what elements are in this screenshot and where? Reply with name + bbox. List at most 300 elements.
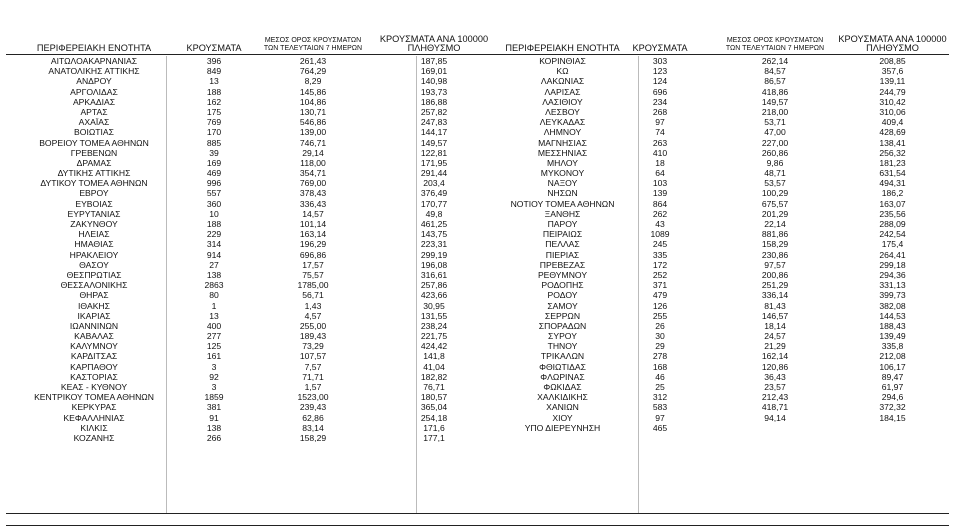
per100k-cell: 139,11 [879, 76, 906, 87]
per100k-cell: 170,77 [420, 198, 448, 209]
table-row [490, 341, 949, 351]
region-cell: ΝΟΤΙΟΥ ΤΟΜΕΑ ΑΘΗΝΩΝ [510, 198, 615, 209]
avg7-cell: 1785,00 [297, 280, 329, 291]
region-cell: ΗΛΕΙΑΣ [78, 229, 110, 240]
table-row [6, 229, 490, 239]
cases-cell: 914 [206, 249, 222, 260]
header-cases: ΚΡΟΥΣΜΑΤΑ [632, 43, 688, 53]
region-cell: ΞΑΝΘΗΣ [544, 208, 581, 219]
cases-cell: 557 [206, 188, 222, 199]
region-cell: ΘΑΣΟΥ [79, 259, 109, 270]
table-row [6, 331, 490, 341]
header-avg7-line1: ΜΕΣΟΣ ΟΡΟΣ ΚΡΟΥΣΜΑΤΩΝ [726, 37, 824, 44]
avg7-cell: 83,14 [302, 422, 324, 433]
region-cell: ΜΑΓΝΗΣΙΑΣ [538, 137, 587, 148]
cases-cell: 864 [652, 198, 668, 209]
cases-cell: 252 [652, 269, 668, 280]
region-cell: ΚΕΝΤΡΙΚΟΥ ΤΟΜΕΑ ΑΘΗΝΩΝ [34, 392, 154, 403]
avg7-cell: 1,43 [304, 300, 322, 311]
cases-cell: 80 [209, 290, 219, 301]
cases-cell: 479 [652, 290, 668, 301]
cases-cell: 312 [652, 392, 668, 403]
region-cell: ΛΕΣΒΟΥ [545, 106, 580, 117]
avg7-cell: 21,29 [764, 341, 786, 352]
table-row [490, 87, 949, 97]
column-divider [416, 56, 417, 514]
per100k-cell: 163,07 [879, 198, 906, 209]
region-cell: ΠΙΕΡΙΑΣ [545, 249, 580, 260]
region-cell: ΕΥΒΟΙΑΣ [75, 198, 113, 209]
per100k-cell: 254,18 [420, 412, 448, 423]
avg7-cell: 97,57 [764, 259, 786, 270]
cases-cell: 103 [652, 178, 668, 189]
per100k-cell: 41,04 [423, 361, 445, 372]
table-row [490, 301, 949, 311]
cases-cell: 168 [652, 361, 668, 372]
region-cell: ΑΧΑΪΑΣ [78, 117, 110, 128]
table-row [490, 250, 949, 260]
per100k-cell: 335,8 [881, 341, 904, 352]
avg7-cell: 36,43 [764, 371, 786, 382]
region-cell: ΚΑΣΤΟΡΙΑΣ [70, 371, 118, 382]
left-header-rule [6, 54, 490, 55]
per100k-cell: 186,2 [881, 188, 904, 199]
region-cell: ΣΠΟΡΑΔΩΝ [538, 320, 587, 331]
region-cell: ΑΡΤΑΣ [80, 106, 108, 117]
per100k-cell: 365,04 [420, 402, 448, 413]
avg7-cell: 8,29 [304, 76, 322, 87]
avg7-cell: 14,57 [302, 208, 324, 219]
per100k-cell: 288,09 [879, 219, 906, 229]
per100k-cell: 494,31 [879, 178, 906, 189]
cases-cell: 169 [206, 157, 222, 168]
per100k-cell: 49,8 [425, 208, 443, 219]
avg7-cell: 261,43 [299, 56, 327, 66]
table-row [6, 56, 490, 66]
region-cell: ΣΑΜΟΥ [547, 300, 578, 311]
avg7-cell: 7,57 [304, 361, 322, 372]
avg7-cell: 546,86 [299, 117, 327, 128]
table-row [6, 188, 490, 198]
per100k-cell: 257,86 [420, 280, 448, 291]
avg7-cell: 158,29 [299, 432, 327, 443]
cases-cell: 371 [652, 280, 668, 291]
avg7-cell: 29,14 [302, 147, 324, 158]
region-cell: ΛΗΜΝΟΥ [543, 127, 582, 138]
avg7-cell: 53,57 [764, 178, 786, 189]
avg7-cell: 336,43 [299, 198, 327, 209]
right-header-rule [490, 54, 949, 55]
avg7-cell: 201,29 [761, 208, 789, 219]
region-cell: ΙΩΑΝΝΙΝΩΝ [69, 320, 119, 331]
header-avg7 [248, 37, 378, 53]
per100k-cell: 184,15 [879, 412, 906, 423]
region-cell: ΠΡΕΒΕΖΑΣ [539, 259, 586, 270]
table-row [490, 209, 949, 219]
region-cell: ΦΘΙΩΤΙΔΑΣ [539, 361, 586, 372]
per100k-cell: 382,08 [879, 300, 906, 311]
avg7-cell: 120,86 [761, 361, 789, 372]
region-cell: ΑΝΔΡΟΥ [76, 76, 112, 87]
per100k-cell: 193,73 [420, 86, 448, 97]
per100k-cell: 461,25 [420, 219, 448, 229]
per100k-cell: 223,31 [420, 239, 448, 250]
table-row [6, 219, 490, 229]
avg7-cell: 84,57 [764, 66, 786, 77]
region-cell: ΛΑΣΙΘΙΟΥ [542, 96, 583, 107]
header-avg7 [710, 37, 840, 53]
avg7-cell: 86,57 [764, 76, 786, 87]
table-row [6, 351, 490, 361]
avg7-cell: 118,00 [300, 157, 326, 168]
per100k-cell: 423,66 [420, 290, 448, 301]
avg7-cell: 158,29 [761, 239, 789, 250]
cases-cell: 234 [652, 96, 668, 107]
per100k-cell: 181,23 [879, 157, 906, 168]
per100k-cell: 428,69 [879, 127, 906, 138]
cases-cell: 381 [206, 402, 222, 413]
region-cell: ΓΡΕΒΕΝΩΝ [70, 147, 118, 158]
cases-cell: 27 [209, 259, 219, 270]
region-cell: ΚΩ [556, 66, 569, 77]
cases-cell: 30 [655, 331, 665, 342]
per100k-cell: 182,82 [420, 371, 448, 382]
per100k-cell: 221,75 [420, 331, 448, 342]
header-avg7-line2: ΤΩΝ ΤΕΛΕΥΤΑΙΩΝ 7 ΗΜΕΡΩΝ [263, 45, 363, 52]
per100k-cell: 212,08 [879, 351, 906, 362]
table-row [490, 362, 949, 372]
cases-cell: 469 [206, 168, 222, 179]
table-row [6, 311, 490, 321]
cases-cell: 13 [209, 310, 219, 321]
avg7-cell: 139,00 [299, 127, 327, 138]
cases-cell: 2863 [204, 280, 224, 291]
table-row [490, 219, 949, 229]
per100k-cell: 399,73 [879, 290, 906, 301]
table-row [490, 351, 949, 361]
avg7-cell: 107,57 [299, 351, 327, 362]
per100k-cell: 89,47 [881, 371, 904, 382]
table-row [6, 372, 490, 382]
avg7-cell: 200,86 [761, 269, 789, 280]
header-avg7-line1: ΜΕΣΟΣ ΟΡΟΣ ΚΡΟΥΣΜΑΤΩΝ [264, 37, 362, 44]
cases-cell: 266 [206, 432, 222, 443]
avg7-cell: 1523,00 [297, 392, 329, 403]
table-row [490, 107, 949, 117]
region-cell: ΝΗΣΩΝ [547, 188, 578, 199]
table-row [6, 250, 490, 260]
cases-cell: 92 [209, 371, 219, 382]
avg7-cell: 696,86 [299, 249, 327, 260]
cases-cell: 46 [655, 371, 665, 382]
avg7-cell: 418,86 [761, 86, 789, 97]
cases-cell: 43 [655, 219, 665, 229]
cases-cell: 97 [655, 117, 665, 128]
per100k-cell: 139,49 [879, 331, 906, 342]
per100k-cell: 299,18 [879, 259, 906, 270]
table-row [490, 56, 949, 66]
per100k-cell: 256,32 [879, 147, 906, 158]
cases-cell: 410 [652, 147, 668, 158]
avg7-cell: 23,57 [764, 382, 786, 392]
per100k-cell: 631,54 [879, 168, 906, 179]
cases-cell: 583 [652, 402, 668, 413]
per100k-cell: 177,1 [423, 432, 445, 443]
per100k-cell: 310,06 [879, 106, 906, 117]
table-row [6, 76, 490, 86]
table-row [6, 127, 490, 137]
cases-cell: 696 [652, 86, 668, 97]
avg7-cell: 47,00 [764, 127, 786, 138]
column-divider [166, 56, 167, 514]
table-row [490, 66, 949, 76]
per100k-cell: 357,6 [881, 66, 904, 77]
cases-cell: 1 [211, 300, 217, 311]
avg7-cell: 17,57 [302, 259, 324, 270]
left-header-row [6, 22, 490, 53]
per100k-cell: 122,81 [420, 147, 448, 158]
cases-cell: 125 [206, 341, 222, 352]
cases-cell: 335 [652, 249, 668, 260]
avg7-cell: 189,43 [299, 331, 327, 342]
avg7-cell: 53,71 [764, 117, 786, 128]
cases-cell: 97 [655, 412, 665, 423]
avg7-cell: 218,00 [761, 106, 789, 117]
region-cell: ΗΡΑΚΛΕΙΟΥ [69, 249, 119, 260]
per100k-cell: 144,53 [879, 310, 906, 321]
avg7-cell: 81,43 [764, 300, 786, 311]
header-per100k-line1: ΚΡΟΥΣΜΑΤΑ ΑΝΑ 100000 [379, 34, 489, 44]
cases-cell: 26 [655, 320, 665, 331]
cases-cell: 138 [206, 269, 222, 280]
table-row [6, 301, 490, 311]
table-row [490, 138, 949, 148]
cases-cell: 277 [206, 331, 222, 342]
table-row [6, 178, 490, 188]
region-cell: ΡΟΔΟΠΗΣ [541, 280, 584, 291]
header-per100k-line1: ΚΡΟΥΣΜΑΤΑ ΑΝΑ 100000 [838, 34, 947, 44]
per100k-cell: 138,41 [879, 137, 906, 148]
region-cell: ΑΙΤΩΛΟΑΚΑΡΝΑΝΙΑΣ [50, 56, 138, 66]
region-cell: ΘΕΣΠΡΩΤΙΑΣ [66, 269, 122, 280]
avg7-cell: 104,86 [299, 96, 327, 107]
avg7-cell: 48,71 [764, 168, 786, 179]
region-cell: ΡΕΘΥΜΝΟΥ [537, 269, 588, 280]
table-row [490, 76, 949, 86]
cases-cell: 262 [652, 208, 668, 219]
header-avg7-line2: ΤΩΝ ΤΕΛΕΥΤΑΙΩΝ 7 ΗΜΕΡΩΝ [725, 45, 825, 52]
table-row [6, 107, 490, 117]
region-cell: ΝΑΞΟΥ [547, 178, 578, 189]
cases-cell: 278 [652, 351, 668, 362]
right-rows [490, 56, 949, 433]
table-row [6, 209, 490, 219]
region-cell: ΧΙΟΥ [552, 412, 573, 423]
region-cell: ΒΟΡΕΙΟΥ ΤΟΜΕΑ ΑΘΗΝΩΝ [39, 137, 149, 148]
avg7-cell: 239,43 [299, 402, 327, 413]
avg7-cell: 24,57 [764, 331, 786, 342]
region-cell: ΙΚΑΡΙΑΣ [77, 310, 111, 321]
region-cell: ΠΕΙΡΑΙΩΣ [542, 229, 583, 240]
avg7-cell: 149,57 [761, 96, 789, 107]
cases-cell: 303 [652, 56, 668, 66]
region-cell: ΚΟΡΙΝΘΙΑΣ [539, 56, 586, 66]
table-row [490, 158, 949, 168]
per100k-cell: 106,17 [879, 361, 906, 372]
bottom-rule [6, 513, 949, 514]
right-header-row [490, 22, 949, 53]
cases-cell: 396 [206, 56, 222, 66]
cases-table [6, 0, 949, 528]
cases-cell: 769 [206, 117, 222, 128]
table-row [6, 382, 490, 392]
region-cell: ΕΥΡΥΤΑΝΙΑΣ [67, 208, 121, 219]
cases-cell: 64 [655, 168, 665, 179]
table-row [490, 168, 949, 178]
cases-cell: 3 [211, 382, 217, 392]
table-row [6, 138, 490, 148]
table-row [6, 148, 490, 158]
per100k-cell: 175,4 [881, 239, 904, 250]
region-cell: ΚΑΒΑΛΑΣ [74, 331, 114, 342]
table-row [6, 402, 490, 412]
table-row [6, 362, 490, 372]
region-cell: ΚΟΖΑΝΗΣ [73, 432, 115, 443]
table-row [490, 270, 949, 280]
avg7-cell: 101,14 [299, 219, 327, 229]
cases-cell: 126 [652, 300, 668, 311]
region-cell: ΔΥΤΙΚΟΥ ΤΟΜΕΑ ΑΘΗΝΩΝ [40, 178, 148, 189]
per100k-cell: 30,95 [423, 300, 445, 311]
cases-cell: 123 [652, 66, 668, 77]
region-cell: ΘΕΣΣΑΛΟΝΙΚΗΣ [60, 280, 128, 291]
table-row [490, 372, 949, 382]
per100k-cell: 372,32 [879, 402, 906, 413]
region-cell: ΔΡΑΜΑΣ [76, 157, 112, 168]
table-row [6, 168, 490, 178]
avg7-cell: 336,14 [761, 290, 789, 301]
avg7-cell: 675,57 [761, 198, 789, 209]
column-divider [638, 56, 639, 514]
region-cell: ΦΩΚΙΔΑΣ [543, 382, 582, 392]
per100k-cell: 186,88 [420, 96, 448, 107]
table-row [6, 321, 490, 331]
region-cell: ΔΥΤΙΚΗΣ ΑΤΤΙΚΗΣ [57, 168, 131, 179]
table-row [490, 127, 949, 137]
table-row [6, 423, 490, 433]
region-cell: ΜΕΣΣΗΝΙΑΣ [537, 147, 588, 158]
table-row [490, 117, 949, 127]
table-row [490, 382, 949, 392]
per100k-cell: 188,43 [879, 320, 906, 331]
table-row [490, 260, 949, 270]
cases-cell: 400 [206, 320, 222, 331]
per100k-cell: 203,4 [423, 178, 445, 189]
cases-cell: 74 [655, 127, 665, 138]
region-cell: ΡΟΔΟΥ [547, 290, 578, 301]
per100k-cell: 424,42 [420, 341, 448, 352]
cases-cell: 465 [652, 422, 668, 433]
table-row [490, 290, 949, 300]
header-region: ΠΕΡΙΦΕΡΕΙΑΚΗ ΕΝΟΤΗΤΑ [36, 43, 152, 53]
per100k-cell: 131,55 [420, 310, 448, 321]
avg7-cell: 56,71 [302, 290, 324, 301]
avg7-cell: 1,57 [304, 382, 322, 392]
avg7-cell: 4,57 [304, 310, 322, 321]
region-cell: ΑΡΚΑΔΙΑΣ [72, 96, 116, 107]
per100k-cell: 376,49 [420, 188, 448, 199]
header-per100k [836, 35, 949, 53]
region-cell: ΕΒΡΟΥ [79, 188, 109, 199]
region-cell: ΚΑΡΠΑΘΟΥ [70, 361, 118, 372]
per100k-cell: 331,13 [879, 280, 906, 291]
cases-cell: 314 [206, 239, 222, 250]
avg7-cell: 746,71 [299, 137, 327, 148]
cases-cell: 1859 [204, 392, 224, 403]
per100k-cell: 247,83 [420, 117, 448, 128]
per100k-cell: 238,24 [420, 320, 448, 331]
region-cell: ΙΘΑΚΗΣ [78, 300, 110, 311]
region-cell: ΛΕΥΚΑΔΑΣ [539, 117, 586, 128]
per100k-cell: 141,8 [423, 351, 445, 362]
table-row [6, 66, 490, 76]
cases-cell: 29 [655, 341, 665, 352]
table-row [490, 280, 949, 290]
avg7-cell: 227,00 [761, 137, 789, 148]
table-row [490, 239, 949, 249]
avg7-cell: 262,14 [761, 56, 789, 66]
per100k-cell: 144,17 [420, 127, 448, 138]
cases-cell: 138 [206, 422, 222, 433]
region-cell: ΠΕΛΛΑΣ [545, 239, 580, 250]
cases-cell: 39 [209, 147, 219, 158]
region-cell: ΜΥΚΟΝΟΥ [540, 168, 585, 179]
region-cell: ΗΜΑΘΙΑΣ [74, 239, 114, 250]
region-cell: ΒΟΙΩΤΙΑΣ [74, 127, 114, 138]
cases-cell: 229 [206, 229, 222, 240]
table-row [6, 97, 490, 107]
avg7-cell: 163,14 [299, 229, 327, 240]
per100k-cell: 171,6 [423, 422, 445, 433]
region-cell: ΠΑΡΟΥ [547, 219, 578, 229]
per100k-cell: 76,71 [423, 382, 445, 392]
bottom-rule-2 [6, 525, 949, 526]
avg7-cell: 75,57 [302, 269, 324, 280]
per100k-cell: 171,95 [420, 157, 448, 168]
per100k-cell: 310,42 [879, 96, 906, 107]
header-per100k-line2: ΠΛΗΘΥΣΜΟ [866, 43, 919, 53]
table-row [490, 97, 949, 107]
avg7-cell: 162,14 [761, 351, 789, 362]
table-row [490, 423, 949, 433]
avg7-cell: 94,14 [764, 412, 786, 423]
cases-cell: 849 [206, 66, 222, 77]
per100k-cell: 409,4 [881, 117, 904, 128]
table-row [490, 178, 949, 188]
region-cell: ΦΛΩΡΙΝΑΣ [540, 371, 585, 382]
cases-cell: 263 [652, 137, 668, 148]
per100k-cell: 208,85 [879, 56, 906, 66]
region-cell: ΜΗΛΟΥ [546, 157, 579, 168]
avg7-cell: 378,43 [299, 188, 327, 199]
table-row [6, 158, 490, 168]
per100k-cell: 196,08 [420, 259, 448, 270]
region-cell: ΥΠΟ ΔΙΕΡΕΥΝΗΣΗ [524, 422, 601, 433]
avg7-cell: 145,86 [299, 86, 327, 97]
table-row [6, 433, 490, 443]
per100k-cell: 235,56 [879, 208, 906, 219]
region-cell: ΧΑΝΙΩΝ [546, 402, 579, 413]
